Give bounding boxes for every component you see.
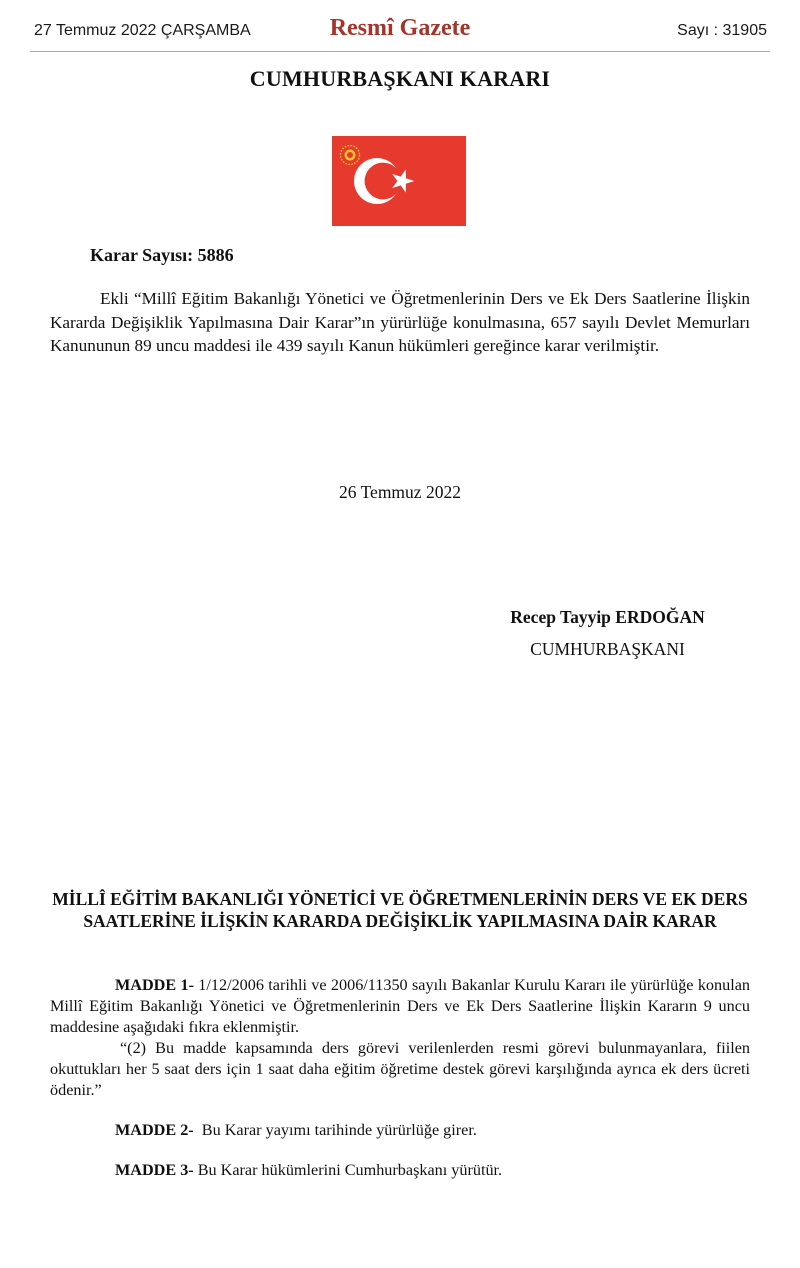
decree-paragraph: Ekli “Millî Eğitim Bakanlığı Yönetici ve Öğretmenlerinin Ders ve Ek Ders Saatlerine İlişkin Kararda Değişiklik Yapılmasına Dair Karar”ın yürürlüğe konulmasına, 657 sayılı Devlet Memurları Kanununun 89 uncu maddesi ile 439 sayılı Kanun hükümleri gereğince karar verilmiştir.	[50, 289, 750, 355]
turkish-flag-icon	[332, 136, 466, 226]
annex-articles	[50, 975, 750, 1181]
header-divider	[30, 51, 770, 52]
article-2	[50, 1120, 750, 1141]
gazette-name: Resmî Gazete	[329, 15, 471, 41]
article-label: MADDE 2-	[115, 1121, 194, 1139]
article-3	[50, 1160, 750, 1181]
signatory-title: CUMHURBAŞKANI	[530, 639, 685, 659]
article-label: MADDE 1-	[115, 976, 194, 994]
signatory-name: Recep Tayyip ERDOĞAN	[510, 607, 705, 627]
article-text: Bu Karar yayımı tarihinde yürürlüğe girer.	[193, 1121, 477, 1139]
decision-date: 26 Temmuz 2022	[339, 482, 461, 502]
annex-title: MİLLÎ EĞİTİM BAKANLIĞI YÖNETİCİ VE ÖĞRETMENLERİNİN DERS VE EK DERS SAATLERİNE İLİŞKİN KARARDA DEĞİŞİKLİK YAPILMASINA DAİR KARAR	[52, 889, 748, 931]
document-title: CUMHURBAŞKANI KARARI	[249, 66, 551, 91]
article-1-quoted-clause: “(2) Bu madde kapsamında ders görevi verilenlerden resmi görevi bulunmayanlara, fiilen okuttukları her 5 saat ders için 1 saat daha eğitim öğretime destek görevi karşılığında ayrıca ek ders ücreti ödenir.”	[50, 1039, 750, 1099]
gazette-issue-number: Sayı : 31905	[677, 22, 767, 39]
decree-number: Karar Sayısı: 5886	[90, 245, 234, 265]
gazette-date: 27 Temmuz 2022 ÇARŞAMBA	[34, 22, 251, 39]
article-text: 1/12/2006 tarihli ve 2006/11350 sayılı Bakanlar Kurulu Kararı ile yürürlüğe konulan Millî Eğitim Bakanlığı Yönetici ve Öğretmenlerinin Ders ve Ek Ders Saatlerine İlişkin Kararın 9 uncu maddesine aşağıdaki fıkra eklenmiştir.	[50, 976, 750, 1036]
article-label: MADDE 3-	[115, 1161, 194, 1179]
article-1	[50, 975, 750, 1038]
article-text: Bu Karar hükümlerini Cumhurbaşkanı yürütür.	[193, 1161, 503, 1179]
